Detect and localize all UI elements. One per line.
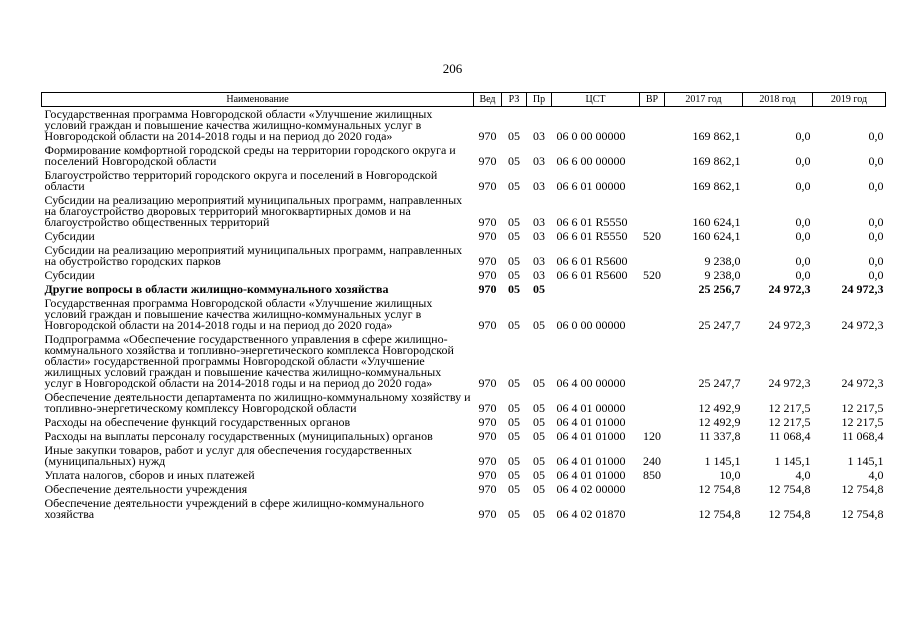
row-pr: 05	[533, 454, 545, 468]
row-2017: 1 145,1	[704, 454, 741, 468]
row-ved: 970	[478, 482, 497, 496]
row-2019: 24 972,3	[841, 318, 884, 332]
header-2017: 2017 год	[665, 93, 743, 107]
row-2019: 0,0	[868, 154, 884, 168]
row-pr: 03	[533, 215, 545, 229]
row-cst: 06 4 02 01870	[556, 507, 626, 521]
table-row	[42, 415, 886, 429]
row-rz: 05	[508, 468, 520, 482]
table-row	[42, 496, 886, 521]
row-rz: 05	[508, 268, 520, 282]
table-row	[42, 107, 886, 144]
row-pr: 05	[533, 282, 545, 296]
row-2018: 0,0	[795, 254, 811, 268]
table-row	[42, 332, 886, 390]
header-row	[42, 93, 886, 107]
row-rz: 05	[508, 215, 520, 229]
row-rz: 05	[508, 482, 520, 496]
row-2017: 169 862,1	[692, 129, 741, 143]
row-ved: 970	[478, 454, 497, 468]
row-rz: 05	[508, 282, 520, 296]
row-cst: 06 6 01 R5600	[556, 254, 628, 268]
row-cst: 06 6 01 R5550	[556, 215, 628, 229]
header-vr: ВР	[640, 93, 665, 107]
table-row	[42, 443, 886, 468]
row-rz: 05	[508, 229, 520, 243]
row-cst: 06 6 01 R5600	[556, 268, 628, 282]
row-ved: 970	[478, 268, 497, 282]
row-2017: 10,0	[719, 468, 741, 482]
row-cst: 06 4 01 01000	[556, 415, 626, 429]
row-name: Обеспечение деятельности департамента по жилищно-коммунальному хозяйству и топливно-энергетическому комплексу Новгородской области	[44, 390, 471, 415]
row-pr: 05	[533, 468, 545, 482]
row-vr	[640, 282, 665, 296]
row-2019: 0,0	[868, 179, 884, 193]
row-name: Субсидии	[44, 229, 95, 243]
table-row	[42, 143, 886, 168]
row-pr: 05	[533, 429, 545, 443]
table-row	[42, 468, 886, 482]
row-cst: 06 4 01 01000	[556, 468, 626, 482]
table-row	[42, 193, 886, 229]
row-vr	[640, 482, 665, 496]
row-name: Государственная программа Новгородской области «Улучшение жилищных условий граждан и повышение качества жилищно-коммунальных услуг в Новгородской области на 2014-2018 годы и на период до 2020 года»	[44, 107, 433, 143]
row-ved: 970	[478, 215, 497, 229]
row-2019: 24 972,3	[841, 376, 884, 390]
row-name: Расходы на выплаты персоналу государственных (муниципальных) органов	[44, 429, 433, 443]
row-vr	[640, 415, 665, 429]
row-pr: 03	[533, 268, 545, 282]
table-row	[42, 243, 886, 268]
row-2018: 0,0	[795, 129, 811, 143]
row-name: Обеспечение деятельности учреждения	[44, 482, 248, 496]
row-vr: 240	[643, 454, 661, 468]
row-pr: 03	[533, 154, 545, 168]
row-ved: 970	[478, 129, 497, 143]
row-rz: 05	[508, 376, 520, 390]
row-vr	[640, 143, 665, 168]
header-pr: Пр	[527, 93, 552, 107]
row-rz: 05	[508, 401, 520, 415]
row-pr: 03	[533, 179, 545, 193]
row-name: Субсидии на реализацию мероприятий муниципальных программ, направленных на благоустройство дворовых территорий многоквартирных домов и на благоустройство общественных территорий	[44, 193, 463, 229]
row-vr	[640, 296, 665, 332]
table-row	[42, 268, 886, 282]
row-rz: 05	[508, 415, 520, 429]
header-cst: ЦСТ	[552, 93, 640, 107]
row-2017: 9 238,0	[704, 254, 741, 268]
row-name: Другие вопросы в области жилищно-коммунального хозяйства	[44, 282, 389, 296]
row-pr: 05	[533, 482, 545, 496]
row-cst: 06 4 01 01000	[556, 454, 626, 468]
row-rz: 05	[508, 507, 520, 521]
row-2018: 4,0	[795, 468, 811, 482]
row-ved: 970	[478, 429, 497, 443]
row-2017: 12 492,9	[698, 415, 741, 429]
row-2018: 11 068,4	[768, 429, 811, 443]
row-2017: 25 256,7	[698, 282, 741, 296]
row-2019: 12 754,8	[841, 507, 884, 521]
row-cst: 06 4 01 00000	[556, 401, 626, 415]
row-2018: 0,0	[795, 268, 811, 282]
row-name: Формирование комфортной городской среды на территории городского округа и поселений Новгородской области	[44, 143, 456, 168]
row-name: Субсидии	[44, 268, 95, 282]
row-2019: 0,0	[868, 268, 884, 282]
row-2018: 12 217,5	[768, 401, 811, 415]
row-2017: 11 337,8	[698, 429, 741, 443]
row-vr: 120	[643, 429, 661, 443]
row-2018: 12 754,8	[768, 482, 811, 496]
row-2018: 0,0	[795, 154, 811, 168]
row-name: Подпрограмма «Обеспечение государственного управления в сфере жилищно-коммунального хозяйства и топливно-энергетического комплекса Новгородской области» государственной программы Новгородской области «Улучшение жилищных условий граждан и повышение качества жилищно-коммунальных услуг в Новгородской области на 2014-2018 годы и на период до 2020 года»	[44, 332, 454, 390]
row-2018: 1 145,1	[774, 454, 811, 468]
row-cst: 06 0 00 00000	[556, 318, 626, 332]
row-name: Государственная программа Новгородской области «Улучшение жилищных условий граждан и повышение качества жилищно-коммунальных услуг в Новгородской области на 2014-2018 годы и на период до 2020 года»	[44, 296, 433, 332]
row-2017: 12 754,8	[698, 482, 741, 496]
row-rz: 05	[508, 154, 520, 168]
row-name: Иные закупки товаров, работ и услуг для обеспечения государственных (муниципальных) нужд	[44, 443, 412, 468]
row-2018: 0,0	[795, 215, 811, 229]
table-body	[42, 107, 886, 522]
row-2019: 12 217,5	[841, 401, 884, 415]
header-2019: 2019 год	[813, 93, 886, 107]
row-ved: 970	[478, 468, 497, 482]
table-row	[42, 429, 886, 443]
row-2018: 24 972,3	[768, 318, 811, 332]
row-2017: 25 247,7	[698, 376, 741, 390]
row-2017: 169 862,1	[692, 154, 741, 168]
row-vr: 850	[643, 468, 661, 482]
row-ved: 970	[478, 376, 497, 390]
row-cst: 06 6 01 00000	[556, 179, 626, 193]
row-ved: 970	[478, 254, 497, 268]
row-2017: 160 624,1	[692, 229, 741, 243]
row-cst	[552, 282, 640, 296]
budget-table	[41, 92, 886, 521]
row-2019: 24 972,3	[841, 282, 884, 296]
row-2019: 4,0	[868, 468, 884, 482]
table-row	[42, 482, 886, 496]
header-rz: РЗ	[502, 93, 527, 107]
row-vr	[640, 243, 665, 268]
row-cst: 06 4 01 01000	[556, 429, 626, 443]
table-row	[42, 229, 886, 243]
row-2018: 24 972,3	[768, 376, 811, 390]
row-ved: 970	[478, 229, 497, 243]
row-rz: 05	[508, 429, 520, 443]
row-ved: 970	[478, 507, 497, 521]
table-row	[42, 296, 886, 332]
row-2017: 160 624,1	[692, 215, 741, 229]
row-cst: 06 6 00 00000	[556, 154, 626, 168]
row-2019: 0,0	[868, 129, 884, 143]
row-ved: 970	[478, 179, 497, 193]
row-rz: 05	[508, 454, 520, 468]
row-ved: 970	[478, 318, 497, 332]
header-2018: 2018 год	[743, 93, 813, 107]
row-vr	[640, 193, 665, 229]
table-row	[42, 168, 886, 193]
header-name: Наименование	[42, 93, 474, 107]
row-name: Благоустройство территорий городского округа и поселений в Новгородской области	[44, 168, 438, 193]
row-2018: 0,0	[795, 229, 811, 243]
row-pr: 05	[533, 376, 545, 390]
row-pr: 05	[533, 415, 545, 429]
row-2019: 11 068,4	[841, 429, 884, 443]
row-2017: 12 754,8	[698, 507, 741, 521]
row-rz: 05	[508, 254, 520, 268]
row-ved: 970	[478, 154, 497, 168]
row-2019: 12 754,8	[841, 482, 884, 496]
row-cst: 06 4 00 00000	[556, 376, 626, 390]
row-vr	[640, 107, 665, 144]
row-pr: 03	[533, 229, 545, 243]
row-name: Обеспечение деятельности учреждений в сфере жилищно-коммунального хозяйства	[44, 496, 424, 521]
row-rz: 05	[508, 179, 520, 193]
row-2017: 9 238,0	[704, 268, 741, 282]
row-ved: 970	[478, 282, 497, 296]
row-name: Уплата налогов, сборов и иных платежей	[44, 468, 255, 482]
row-cst: 06 0 00 00000	[556, 129, 626, 143]
row-vr	[640, 332, 665, 390]
row-pr: 05	[533, 507, 545, 521]
row-2017: 169 862,1	[692, 179, 741, 193]
row-ved: 970	[478, 401, 497, 415]
row-2019: 0,0	[868, 215, 884, 229]
row-2017: 25 247,7	[698, 318, 741, 332]
row-name: Субсидии на реализацию мероприятий муниципальных программ, направленных на обустройство городских парков	[44, 243, 463, 268]
table-row	[42, 282, 886, 296]
row-vr	[640, 496, 665, 521]
row-2018: 24 972,3	[768, 282, 811, 296]
row-vr: 520	[643, 229, 661, 243]
table-row	[42, 390, 886, 415]
row-2019: 1 145,1	[847, 454, 884, 468]
header-ved: Вед	[474, 93, 502, 107]
row-2019: 0,0	[868, 254, 884, 268]
row-vr: 520	[643, 268, 661, 282]
row-rz: 05	[508, 318, 520, 332]
row-name: Расходы на обеспечение функций государственных органов	[44, 415, 351, 429]
row-ved: 970	[478, 415, 497, 429]
row-2017: 12 492,9	[698, 401, 741, 415]
row-pr: 03	[533, 254, 545, 268]
row-2019: 0,0	[868, 229, 884, 243]
row-rz: 05	[508, 129, 520, 143]
row-vr	[640, 390, 665, 415]
table-header	[42, 93, 886, 107]
page-number: 206	[442, 61, 463, 76]
row-2018: 0,0	[795, 179, 811, 193]
row-2019: 12 217,5	[841, 415, 884, 429]
row-cst: 06 6 01 R5550	[556, 229, 628, 243]
row-cst: 06 4 02 00000	[556, 482, 626, 496]
row-pr: 05	[533, 401, 545, 415]
row-vr	[640, 168, 665, 193]
row-2018: 12 217,5	[768, 415, 811, 429]
row-pr: 05	[533, 318, 545, 332]
row-2018: 12 754,8	[768, 507, 811, 521]
row-pr: 03	[533, 129, 545, 143]
